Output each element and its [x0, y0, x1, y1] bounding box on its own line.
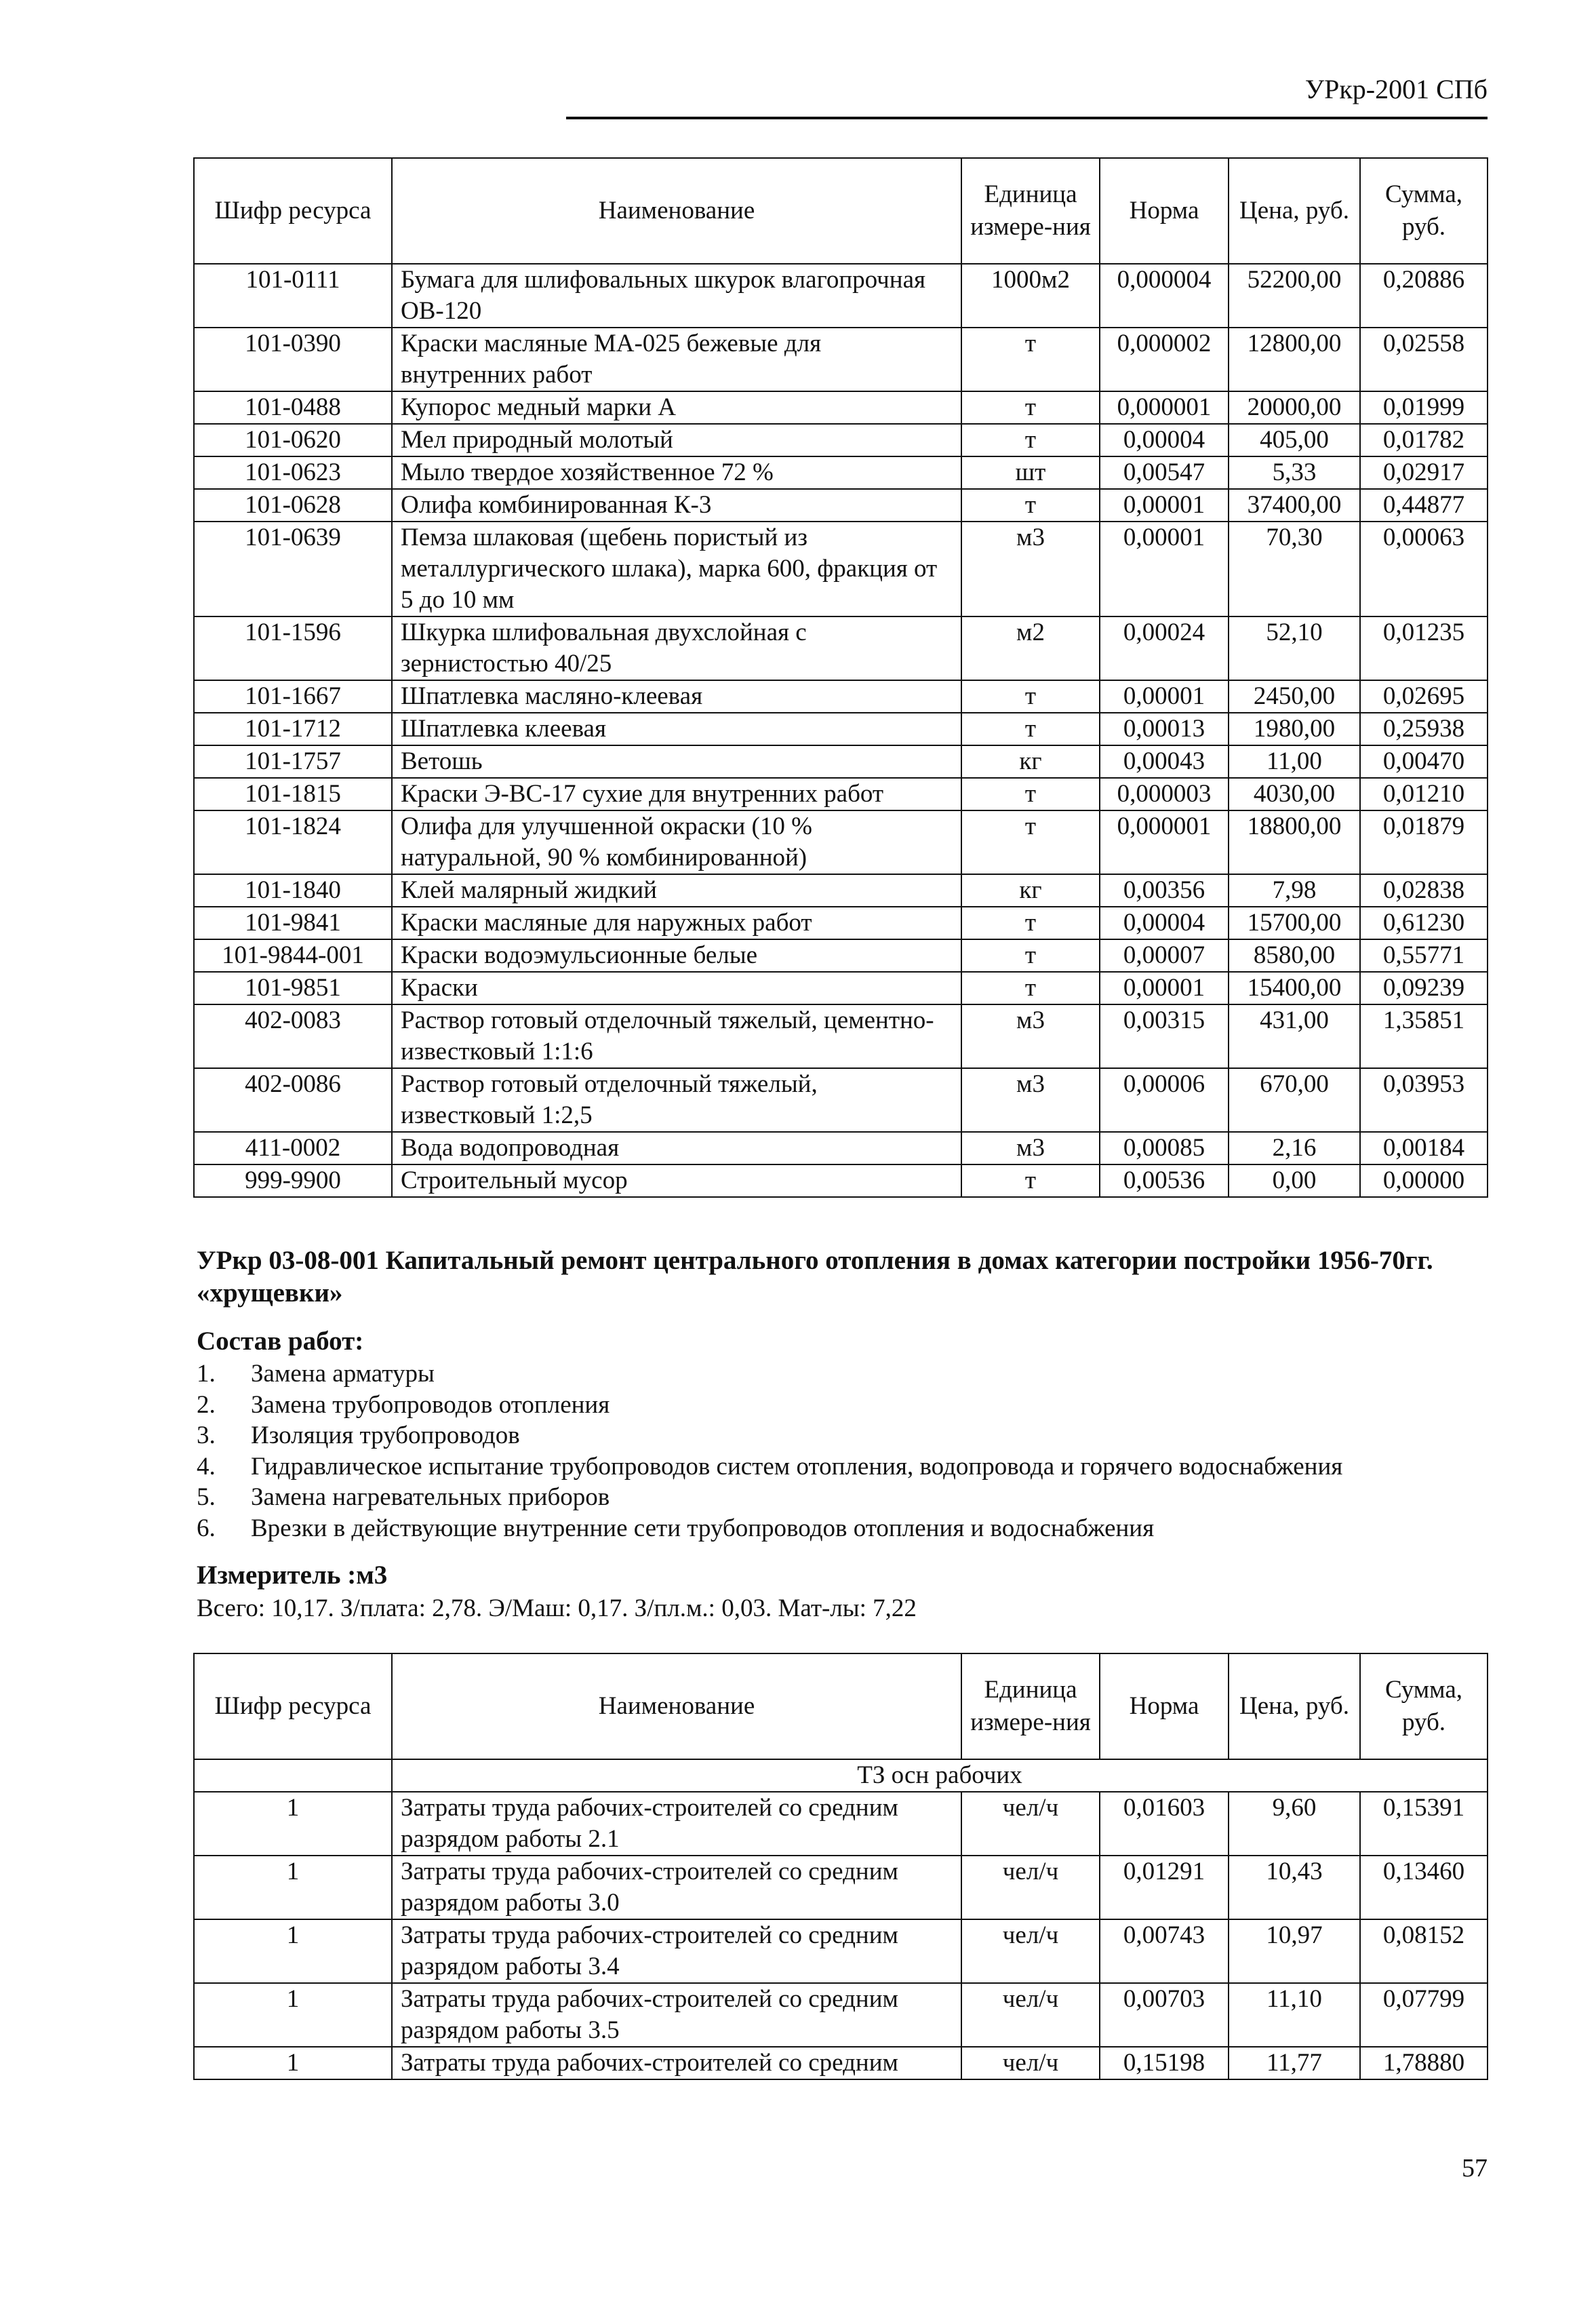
list-item-text: Изоляция трубопроводов	[251, 1422, 520, 1449]
cell-name: Краски	[392, 972, 961, 1004]
table-row	[194, 424, 1488, 456]
cell-norm: 0,00006	[1100, 1068, 1229, 1132]
section-title: УРкр 03-08-001 Капитальный ремонт центрального отопления в домах категории постройки 1956-70гг. «хрущевки»	[197, 1246, 1433, 1308]
table-row	[194, 1004, 1488, 1068]
table-row	[194, 680, 1488, 713]
cell-sum: 0,61230	[1360, 907, 1488, 939]
header-unit: Единица измере-ния	[961, 1653, 1100, 1759]
cell-norm: 0,00004	[1100, 424, 1229, 456]
cell-norm: 0,00013	[1100, 713, 1229, 745]
cell-unit: м3	[961, 1004, 1100, 1068]
cell-unit: м3	[961, 1068, 1100, 1132]
cell-sum: 0,13460	[1360, 1856, 1488, 1919]
cell-sum: 0,01879	[1360, 810, 1488, 874]
cell-unit: кг	[961, 745, 1100, 778]
measure-heading: Измеритель :м3	[197, 1561, 388, 1590]
cell-unit: т	[961, 1164, 1100, 1197]
cell-price: 70,30	[1229, 522, 1360, 616]
cell-name: Краски масляные для наружных работ	[392, 907, 961, 939]
list-item	[197, 1390, 1342, 1421]
cell-price: 10,43	[1229, 1856, 1360, 1919]
cell-code: 999-9900	[194, 1164, 392, 1197]
cell-code: 101-0620	[194, 424, 392, 456]
list-item-number: 6.	[197, 1514, 216, 1542]
cell-norm: 0,00703	[1100, 1983, 1229, 2047]
cell-norm: 0,00356	[1100, 874, 1229, 907]
header-rule	[566, 117, 1488, 119]
section-label: ТЗ осн рабочих	[392, 1759, 1488, 1792]
header-code: Шифр ресурса	[194, 1653, 392, 1759]
cell-unit: т	[961, 907, 1100, 939]
cell-code: 101-0623	[194, 456, 392, 489]
cell-unit: м3	[961, 522, 1100, 616]
cell-name: Ветошь	[392, 745, 961, 778]
cell-price: 52,10	[1229, 616, 1360, 680]
cell-unit: чел/ч	[961, 1919, 1100, 1983]
list-item-number: 2.	[197, 1390, 216, 1419]
cell-code: 101-0639	[194, 522, 392, 616]
table-row	[194, 874, 1488, 907]
cell-unit: т	[961, 713, 1100, 745]
cell-name: Мел природный молотый	[392, 424, 961, 456]
cell-unit: т	[961, 424, 1100, 456]
cell-price: 15700,00	[1229, 907, 1360, 939]
cell-unit: кг	[961, 874, 1100, 907]
header-norm: Норма	[1100, 158, 1229, 264]
list-item	[197, 1358, 1342, 1390]
cell-price: 7,98	[1229, 874, 1360, 907]
cell-sum: 0,55771	[1360, 939, 1488, 972]
cell-price: 20000,00	[1229, 391, 1360, 424]
cell-price: 18800,00	[1229, 810, 1360, 874]
cell-norm: 0,00007	[1100, 939, 1229, 972]
header-norm: Норма	[1100, 1653, 1229, 1759]
cell-unit: т	[961, 939, 1100, 972]
cell-unit: 1000м2	[961, 264, 1100, 328]
cell-sum: 1,78880	[1360, 2047, 1488, 2079]
cell-price: 405,00	[1229, 424, 1360, 456]
cell-unit: т	[961, 972, 1100, 1004]
works-heading: Состав работ:	[197, 1327, 364, 1356]
cell-sum: 0,03953	[1360, 1068, 1488, 1132]
cell-sum: 0,20886	[1360, 264, 1488, 328]
cell-code: 101-0628	[194, 489, 392, 522]
cell-name: Краски Э-ВС-17 сухие для внутренних работ	[392, 778, 961, 810]
cell-norm: 0,01603	[1100, 1792, 1229, 1856]
cell-name: Пемза шлаковая (щебень пористый из металлургического шлака), марка 600, фракция от 5 до 10 мм	[392, 522, 961, 616]
cell-norm: 0,000001	[1100, 391, 1229, 424]
cell-name: Затраты труда рабочих-строителей со средним	[392, 2047, 961, 2079]
cell-sum: 0,01235	[1360, 616, 1488, 680]
table-row	[194, 1983, 1488, 2047]
resources-table-2	[193, 1653, 1488, 2080]
cell-name: Шпатлевка клеевая	[392, 713, 961, 745]
list-item	[197, 1420, 1342, 1451]
cell-norm: 0,00024	[1100, 616, 1229, 680]
cell-name: Строительный мусор	[392, 1164, 961, 1197]
cell-norm: 0,000002	[1100, 328, 1229, 391]
cell-name: Вода водопроводная	[392, 1132, 961, 1164]
table-row	[194, 391, 1488, 424]
header-name: Наименование	[392, 1653, 961, 1759]
list-item-number: 4.	[197, 1452, 216, 1481]
cell-name: Шкурка шлифовальная двухслойная с зернистостью 40/25	[392, 616, 961, 680]
table-row	[194, 1068, 1488, 1132]
cell-price: 9,60	[1229, 1792, 1360, 1856]
cell-code: 402-0083	[194, 1004, 392, 1068]
table-row	[194, 972, 1488, 1004]
cell-code: 1	[194, 2047, 392, 2079]
cell-norm: 0,000003	[1100, 778, 1229, 810]
cell-price: 11,00	[1229, 745, 1360, 778]
table-header-row	[194, 1653, 1488, 1759]
list-item	[197, 1482, 1342, 1513]
cell-unit: м2	[961, 616, 1100, 680]
cell-norm: 0,15198	[1100, 2047, 1229, 2079]
cell-price: 2,16	[1229, 1132, 1360, 1164]
cell-price: 10,97	[1229, 1919, 1360, 1983]
cell-sum: 0,09239	[1360, 972, 1488, 1004]
list-item-text: Врезки в действующие внутренние сети трубопроводов отопления и водоснабжения	[251, 1514, 1155, 1542]
works-list	[197, 1358, 1342, 1544]
list-item-number: 1.	[197, 1360, 216, 1388]
cell-price: 11,10	[1229, 1983, 1360, 2047]
cell-sum: 0,00184	[1360, 1132, 1488, 1164]
cell-price: 8580,00	[1229, 939, 1360, 972]
cell-name: Клей малярный жидкий	[392, 874, 961, 907]
header-price: Цена, руб.	[1229, 158, 1360, 264]
cell-code: 101-1840	[194, 874, 392, 907]
cell-unit: чел/ч	[961, 2047, 1100, 2079]
table-row	[194, 939, 1488, 972]
table-row	[194, 810, 1488, 874]
cell-sum: 0,15391	[1360, 1792, 1488, 1856]
cell-code: 402-0086	[194, 1068, 392, 1132]
list-item	[197, 1513, 1342, 1544]
table-row	[194, 1856, 1488, 1919]
cell-norm: 0,00315	[1100, 1004, 1229, 1068]
cell-price: 670,00	[1229, 1068, 1360, 1132]
cell-norm: 0,00001	[1100, 522, 1229, 616]
cell-sum: 0,25938	[1360, 713, 1488, 745]
header-sum: Сумма, руб.	[1360, 158, 1488, 264]
cell-name: Олифа для улучшенной окраски (10 % натуральной, 90 % комбинированной)	[392, 810, 961, 874]
table-row	[194, 1164, 1488, 1197]
table-row	[194, 1919, 1488, 1983]
cell-price: 4030,00	[1229, 778, 1360, 810]
cell-unit: чел/ч	[961, 1856, 1100, 1919]
cell-name: Шпатлевка масляно-клеевая	[392, 680, 961, 713]
table-2-body	[194, 1759, 1488, 2079]
cell-price: 12800,00	[1229, 328, 1360, 391]
cell-sum: 0,00000	[1360, 1164, 1488, 1197]
cell-sum: 0,02558	[1360, 328, 1488, 391]
cell-unit: т	[961, 680, 1100, 713]
cell-price: 15400,00	[1229, 972, 1360, 1004]
cell-name: Затраты труда рабочих-строителей со средним разрядом работы 2.1	[392, 1792, 961, 1856]
cell-unit: т	[961, 328, 1100, 391]
cell-name: Затраты труда рабочих-строителей со средним разрядом работы 3.5	[392, 1983, 961, 2047]
cell-name: Бумага для шлифовальных шкурок влагопрочная ОВ-120	[392, 264, 961, 328]
cell-code: 1	[194, 1856, 392, 1919]
table-row	[194, 456, 1488, 489]
table-row	[194, 745, 1488, 778]
header-sum: Сумма, руб.	[1360, 1653, 1488, 1759]
table-row	[194, 1792, 1488, 1856]
cell-norm: 0,01291	[1100, 1856, 1229, 1919]
cell-code: 1	[194, 1983, 392, 2047]
table-row	[194, 713, 1488, 745]
header-code: Шифр ресурса	[194, 158, 392, 264]
cell-norm: 0,00001	[1100, 680, 1229, 713]
cell-price: 52200,00	[1229, 264, 1360, 328]
cell-name: Мыло твердое хозяйственное 72 %	[392, 456, 961, 489]
cell-sum: 0,44877	[1360, 489, 1488, 522]
cell-name: Затраты труда рабочих-строителей со средним разрядом работы 3.0	[392, 1856, 961, 1919]
cell-norm: 0,00743	[1100, 1919, 1229, 1983]
table-row	[194, 489, 1488, 522]
cell-unit: шт	[961, 456, 1100, 489]
cell-price: 11,77	[1229, 2047, 1360, 2079]
cell-norm: 0,00536	[1100, 1164, 1229, 1197]
header-unit: Единица измере-ния	[961, 158, 1100, 264]
cell-unit: чел/ч	[961, 1792, 1100, 1856]
cell-unit: т	[961, 489, 1100, 522]
cell-sum: 0,01210	[1360, 778, 1488, 810]
cell-code: 101-9841	[194, 907, 392, 939]
cell-code: 101-1667	[194, 680, 392, 713]
list-item-number: 5.	[197, 1483, 216, 1511]
cell-code: 101-0390	[194, 328, 392, 391]
cell-code: 101-1824	[194, 810, 392, 874]
cell-name: Купорос медный марки А	[392, 391, 961, 424]
cell-sum: 0,02695	[1360, 680, 1488, 713]
cell-code: 101-1596	[194, 616, 392, 680]
cell-norm: 0,00001	[1100, 489, 1229, 522]
list-item-text: Гидравлическое испытание трубопроводов систем отопления, водопровода и горячего водоснабжения	[251, 1452, 1343, 1481]
list-item-text: Замена нагревательных приборов	[251, 1483, 610, 1511]
cell-unit: т	[961, 810, 1100, 874]
cell-sum: 0,00063	[1360, 522, 1488, 616]
cell-price: 0,00	[1229, 1164, 1360, 1197]
cell-sum: 0,01782	[1360, 424, 1488, 456]
cell-unit: м3	[961, 1132, 1100, 1164]
resources-table-1	[193, 157, 1488, 1198]
cell-norm: 0,00001	[1100, 972, 1229, 1004]
cell-norm: 0,00547	[1100, 456, 1229, 489]
table-row	[194, 907, 1488, 939]
cell-name: Краски масляные МА-025 бежевые для внутренних работ	[392, 328, 961, 391]
cell-name: Олифа комбинированная К-3	[392, 489, 961, 522]
cell-price: 5,33	[1229, 456, 1360, 489]
cell-price: 1980,00	[1229, 713, 1360, 745]
table-row	[194, 778, 1488, 810]
cell-sum: 0,07799	[1360, 1983, 1488, 2047]
cell-unit: т	[961, 778, 1100, 810]
cell-sum: 0,08152	[1360, 1919, 1488, 1983]
table-header-row	[194, 158, 1488, 264]
list-item-number: 3.	[197, 1422, 216, 1449]
page-number: 57	[1462, 2154, 1488, 2182]
list-item-text: Замена трубопроводов отопления	[251, 1390, 610, 1419]
cell-unit: т	[961, 391, 1100, 424]
cell-code: 101-9844-001	[194, 939, 392, 972]
cell-code: 101-9851	[194, 972, 392, 1004]
cell-code: 101-0488	[194, 391, 392, 424]
table-row	[194, 264, 1488, 328]
cell-code: 411-0002	[194, 1132, 392, 1164]
section-row	[194, 1759, 1488, 1792]
cell-unit: чел/ч	[961, 1983, 1100, 2047]
section-row-blank	[194, 1759, 392, 1792]
cell-sum: 0,02838	[1360, 874, 1488, 907]
cell-code: 1	[194, 1792, 392, 1856]
cell-sum: 0,02917	[1360, 456, 1488, 489]
cell-norm: 0,00085	[1100, 1132, 1229, 1164]
cell-code: 101-0111	[194, 264, 392, 328]
cell-code: 101-1757	[194, 745, 392, 778]
page-header-title: УРкр-2001 СПб	[1304, 74, 1488, 104]
table-row	[194, 522, 1488, 616]
header-price: Цена, руб.	[1229, 1653, 1360, 1759]
header-name: Наименование	[392, 158, 961, 264]
cell-sum: 0,01999	[1360, 391, 1488, 424]
cell-price: 2450,00	[1229, 680, 1360, 713]
cell-name: Раствор готовый отделочный тяжелый, известковый 1:2,5	[392, 1068, 961, 1132]
cell-sum: 0,00470	[1360, 745, 1488, 778]
cell-name: Раствор готовый отделочный тяжелый, цементно-известковый 1:1:6	[392, 1004, 961, 1068]
cell-name: Затраты труда рабочих-строителей со средним разрядом работы 3.4	[392, 1919, 961, 1983]
cell-price: 37400,00	[1229, 489, 1360, 522]
cell-name: Краски водоэмульсионные белые	[392, 939, 961, 972]
cell-norm: 0,00004	[1100, 907, 1229, 939]
table-row	[194, 328, 1488, 391]
list-item-text: Замена арматуры	[251, 1360, 435, 1388]
cell-sum: 1,35851	[1360, 1004, 1488, 1068]
cell-price: 431,00	[1229, 1004, 1360, 1068]
totals-line: Всего: 10,17. З/плата: 2,78. Э/Маш: 0,17. З/пл.м.: 0,03. Мат-лы: 7,22	[197, 1594, 917, 1622]
cell-norm: 0,000004	[1100, 264, 1229, 328]
list-item	[197, 1451, 1342, 1483]
table-1-body	[194, 264, 1488, 1197]
cell-code: 1	[194, 1919, 392, 1983]
table-row	[194, 2047, 1488, 2079]
cell-norm: 0,000001	[1100, 810, 1229, 874]
cell-code: 101-1815	[194, 778, 392, 810]
cell-code: 101-1712	[194, 713, 392, 745]
table-row	[194, 1132, 1488, 1164]
table-row	[194, 616, 1488, 680]
cell-norm: 0,00043	[1100, 745, 1229, 778]
